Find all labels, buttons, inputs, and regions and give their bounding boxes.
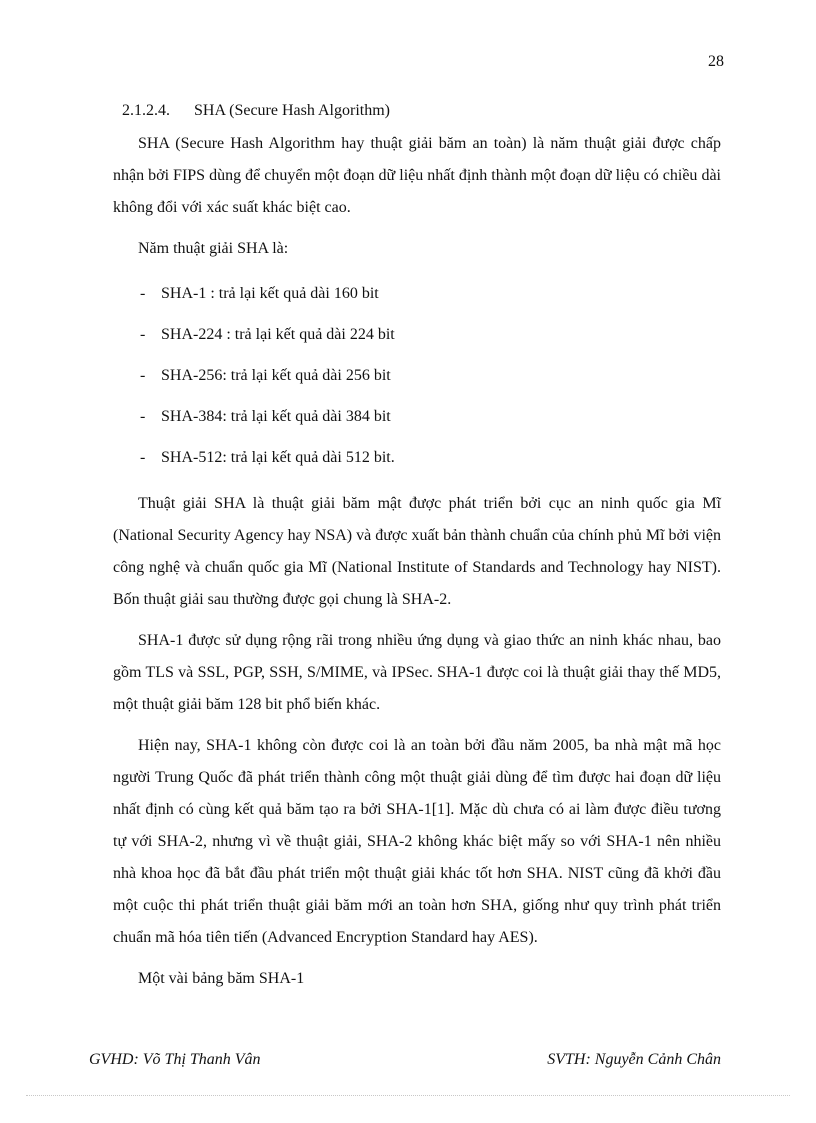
- list-item: [113, 273, 721, 314]
- list-item-text: SHA-384: trả lại kết quả dài 384 bit: [161, 408, 391, 425]
- page-number: 28: [708, 53, 724, 70]
- dash-bullet-icon: -: [140, 449, 146, 466]
- paragraph-sha-list-intro: Năm thuật giải SHA là:: [138, 240, 289, 257]
- paragraph-sha1-security: Hiện nay, SHA-1 không còn được coi là an toàn bởi đầu năm 2005, ba nhà mật mã học người Trung Quốc đã phát triển thành công một thuật giải dùng để tìm được hai đoạn dữ liệu nhất định có cùng kết quả băm tạo ra bởi SHA-1[1]. Mặc dù chưa có ai làm được điều tương tự với SHA-2, nhưng vì về thuật giải, SHA-2 không khác biệt mấy so với SHA-1 nên nhiều nhà khoa học đã bắt đầu phát triển một thuật giải khác tốt hơn SHA. NIST cũng đã khởi đầu một cuộc thi phát triển thuật giải băm mới an toàn hơn SHA, giống như quy trình phát triển chuẩn mã hóa tiên tiến (Advanced Encryption Standard hay AES).: [113, 737, 721, 946]
- list-item-text: SHA-512: trả lại kết quả dài 512 bit.: [161, 449, 395, 466]
- page-bottom-divider: [26, 1095, 790, 1096]
- paragraph-sha1-tables-intro: Một vài bảng băm SHA-1: [138, 970, 305, 987]
- list-item: [113, 355, 721, 396]
- paragraph-sha1-usage: SHA-1 được sử dụng rộng rãi trong nhiều ứng dụng và giao thức an ninh khác nhau, bao gồm TLS và SSL, PGP, SSH, S/MIME, và IPSec. SHA-1 được coi là thuật giải thay thế MD5, một thuật giải băm 128 bit phổ biến khác.: [113, 632, 721, 713]
- list-item: [113, 437, 721, 478]
- list-item: [113, 396, 721, 437]
- dash-bullet-icon: -: [140, 367, 146, 384]
- section-heading: [122, 100, 721, 122]
- paragraph-sha-definition: SHA (Secure Hash Algorithm hay thuật giải băm an toàn) là năm thuật giải được chấp nhận bởi FIPS dùng để chuyển một đoạn dữ liệu nhất định thành một đoạn dữ liệu có chiều dài không đổi với xác suất khác biệt cao.: [113, 135, 721, 216]
- footer-student: SVTH: Nguyễn Cảnh Chân: [547, 1051, 721, 1068]
- section-number: 2.1.2.4.: [122, 102, 170, 119]
- dash-bullet-icon: -: [140, 326, 146, 343]
- footer-advisor: GVHD: Võ Thị Thanh Vân: [89, 1051, 261, 1068]
- list-item-text: SHA-256: trả lại kết quả dài 256 bit: [161, 367, 391, 384]
- list-item-text: SHA-1 : trả lại kết quả dài 160 bit: [161, 285, 379, 302]
- sha-variant-list: [113, 273, 721, 478]
- list-item: [113, 314, 721, 355]
- page-content: [113, 100, 721, 1003]
- paragraph-sha-origin: Thuật giải SHA là thuật giải băm mật được phát triển bởi cục an ninh quốc gia Mĩ (National Security Agency hay NSA) và được xuất bản thành chuẩn của chính phủ Mĩ bởi viện công nghệ và chuẩn quốc gia Mĩ (National Institute of Standards and Technology hay NIST). Bốn thuật giải sau thường được gọi chung là SHA-2.: [113, 495, 721, 608]
- dash-bullet-icon: -: [140, 285, 146, 302]
- section-title: SHA (Secure Hash Algorithm): [194, 102, 390, 119]
- dash-bullet-icon: -: [140, 408, 146, 425]
- list-item-text: SHA-224 : trả lại kết quả dài 224 bit: [161, 326, 395, 343]
